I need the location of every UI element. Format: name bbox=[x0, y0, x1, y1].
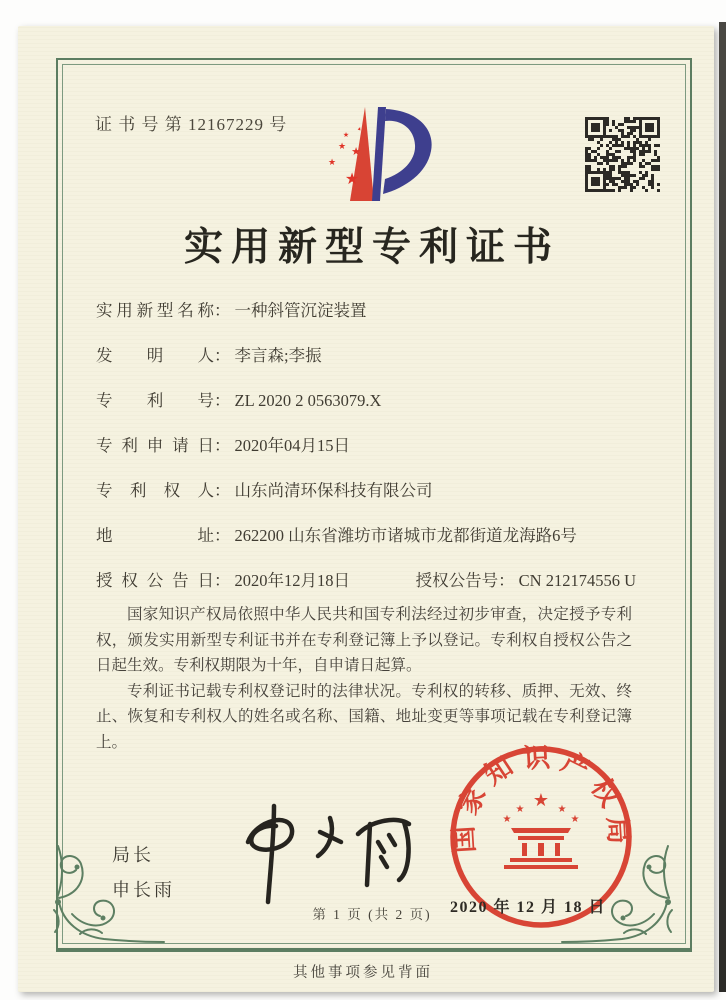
field-value: 山东尚清环保科技有限公司 bbox=[234, 481, 433, 500]
field-value: ZL 2020 2 0563079.X bbox=[234, 391, 382, 410]
field-value: 李言森;李振 bbox=[234, 346, 322, 365]
svg-text:★: ★ bbox=[337, 141, 347, 151]
field-label: 实用新型名称 bbox=[96, 301, 214, 320]
svg-text:★: ★ bbox=[532, 790, 550, 810]
field-label: 地址 bbox=[96, 526, 214, 545]
certificate-number: 证 书 号 第 12167229 号 bbox=[95, 115, 288, 134]
field-row: 实用新型名称： 一种斜管沉淀装置 bbox=[96, 298, 636, 324]
field-value: 262200 山东省潍坊市诸城市龙都街道龙海路6号 bbox=[234, 526, 577, 545]
field-value: 2020年04月15日 bbox=[234, 436, 350, 455]
svg-text:★: ★ bbox=[342, 131, 350, 139]
signer-title: 局长 bbox=[112, 845, 154, 865]
national-emblem-icon bbox=[503, 790, 580, 869]
legal-paragraph-1: 国家知识产权局依照中华人民共和国专利法经过初步审查，决定授予专利权，颁发实用新型专利证书并在专利登记簿上予以登记。专利权自授权公告之日起生效。专利权期限为十年，自申请日起算。 bbox=[96, 606, 632, 674]
cnipa-patent-logo-icon bbox=[302, 103, 448, 203]
field-label: 专利申请日 bbox=[96, 436, 214, 455]
field-row: 专利申请日： 2020年04月15日 bbox=[96, 433, 636, 459]
grant-date-label: 授权公告日 bbox=[96, 571, 214, 590]
back-note: 其他事项参见背面 bbox=[293, 965, 433, 981]
field-list bbox=[96, 298, 636, 613]
svg-text:★: ★ bbox=[344, 171, 360, 188]
svg-text:★: ★ bbox=[557, 804, 567, 815]
legal-paragraph-2: 专利证书记载专利权登记时的法律状况。专利权的转移、质押、无效、终止、恢复和专利权人的姓名或名称、国籍、地址变更等事项记载在专利登记簿上。 bbox=[96, 682, 632, 751]
svg-text:★: ★ bbox=[502, 814, 512, 825]
scan-edge-shadow bbox=[719, 22, 726, 992]
handwritten-signature bbox=[212, 790, 422, 905]
signer-block bbox=[112, 838, 175, 908]
field-label: 专利号 bbox=[96, 391, 214, 410]
field-row: 地址： 262200 山东省潍坊市诸城市龙都街道龙海路6号 bbox=[96, 523, 636, 549]
grant-no-label: 授权公告号 bbox=[415, 571, 499, 590]
field-row: 专利权人： 山东尚清环保科技有限公司 bbox=[96, 478, 636, 504]
svg-text:★: ★ bbox=[327, 157, 337, 167]
svg-text:★: ★ bbox=[351, 146, 361, 158]
svg-text:★: ★ bbox=[515, 804, 525, 815]
field-row: 专利号： ZL 2020 2 0563079.X bbox=[96, 388, 636, 414]
grant-row: 授权公告日： 2020年12月18日 授权公告号： CN 212174556 U bbox=[96, 568, 636, 594]
field-label: 发明人 bbox=[96, 346, 214, 365]
field-label: 专利权人 bbox=[96, 481, 214, 500]
certificate-title: 实用新型专利证书 bbox=[183, 226, 560, 269]
grant-no: CN 212174556 U bbox=[518, 571, 636, 590]
field-row: 发明人： 李言森;李振 bbox=[96, 343, 636, 369]
svg-text:▴: ▴ bbox=[356, 125, 362, 133]
field-value: 一种斜管沉淀装置 bbox=[234, 301, 367, 320]
qr-code bbox=[585, 117, 660, 192]
grant-date: 2020年12月18日 bbox=[234, 571, 350, 590]
legal-text bbox=[96, 602, 632, 755]
seal-ring-text: 国家知识产权局 bbox=[448, 742, 634, 854]
page-number: 第 1 页 (共 2 页) bbox=[312, 907, 432, 922]
seal-date: 2020 年 12 月 18 日 bbox=[450, 899, 607, 916]
svg-text:★: ★ bbox=[570, 814, 580, 825]
signer-name: 申长雨 bbox=[112, 880, 175, 900]
